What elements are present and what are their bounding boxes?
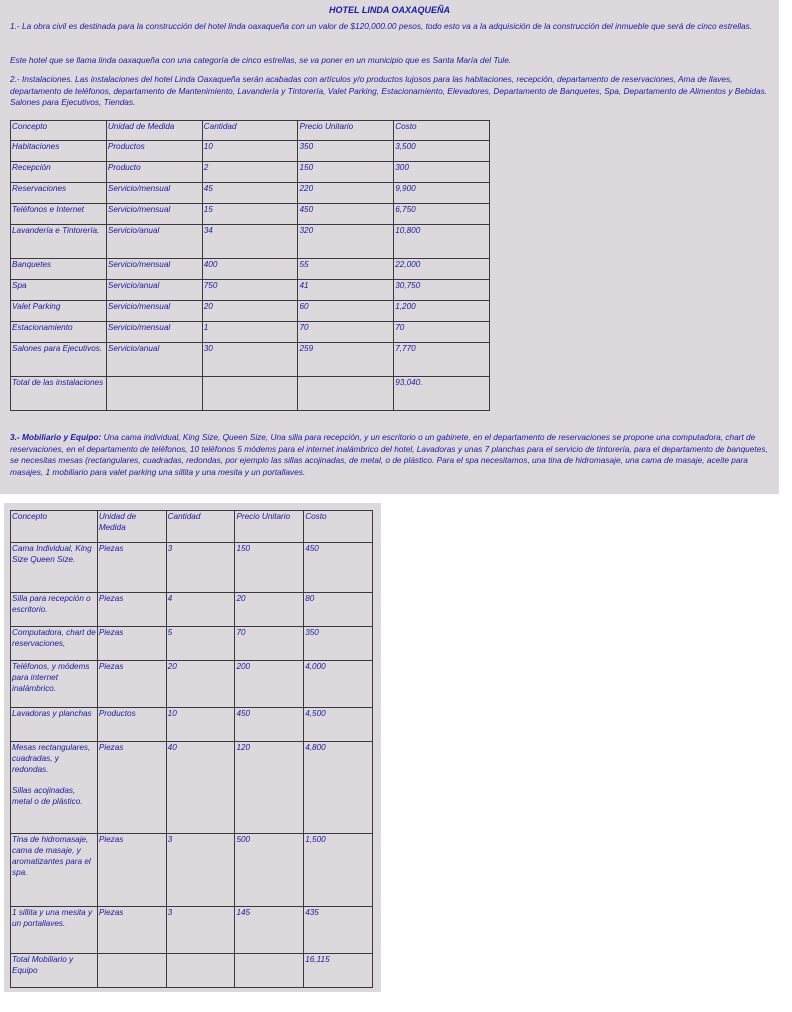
paragraph-categoria: Este hotel que se llama linda oaxaqueña con una categoría de cinco estrellas, se va poner en un municipio que es Santa María del Tule. xyxy=(10,55,512,65)
table-cell: 1 sillita y una mesita y un portallaves. xyxy=(11,907,98,954)
table-cell: Tina de hidromasaje, cama de masaje, y aromatizantes para el spa. xyxy=(11,834,98,907)
table-cell: Salones para Ejecutivos. xyxy=(11,343,107,377)
table-cell: 20 xyxy=(166,661,235,708)
table-cell: 5 xyxy=(166,627,235,661)
table-cell: 259 xyxy=(298,343,394,377)
table-row xyxy=(11,280,490,301)
table-cell: 30 xyxy=(202,343,298,377)
table-cell: 320 xyxy=(298,225,394,259)
table-cell: 3 xyxy=(166,543,235,593)
paragraph-instalaciones: 2.- Instalaciones. Las instalaciones del hotel Linda Oaxaqueña serán acabadas con artículos y/o productos lujosos para las habitaciones, recepción, departamento de reservaciones, Ama de llaves, departamento de teléfonos, departamento de Mantenimiento, Lavandería y Tintorería, Valet Parking, Estacionamiento, Elevadores, Departamento de Banquetes, Spa, Departamento de Alimentos y Bebidas. Salones para Ejecutivos, Tiendas. xyxy=(10,74,768,107)
table-cell: 15 xyxy=(202,204,298,225)
table-row xyxy=(11,322,490,343)
table-cell xyxy=(298,377,394,411)
table-cell: 500 xyxy=(235,834,304,907)
table-cell: Lavadoras y planchas xyxy=(11,708,98,742)
table-cell: 20 xyxy=(202,301,298,322)
table-cell: Servicio/anual xyxy=(106,343,202,377)
table-cell: Servicio/anual xyxy=(106,225,202,259)
table-cell: 1,200 xyxy=(394,301,490,322)
table-cell: 45 xyxy=(202,183,298,204)
table-total-row xyxy=(11,377,490,411)
table-cell: Estacionamiento xyxy=(11,322,107,343)
table-cell: Silla para recepción o escritorio. xyxy=(11,593,98,627)
table-cell: Computadora, chart de reservaciones, xyxy=(11,627,98,661)
table-cell: Piezas xyxy=(97,543,166,593)
table-row xyxy=(11,742,373,834)
table-cell: 1 xyxy=(202,322,298,343)
table-cell: Spa xyxy=(11,280,107,301)
table-cell: Servicio/mensual xyxy=(106,204,202,225)
table-row xyxy=(11,225,490,259)
table-row xyxy=(11,204,490,225)
table-cell: Banquetes xyxy=(11,259,107,280)
instalaciones-table xyxy=(10,120,490,411)
cell-subtext: Sillas acojinadas, metal o de plástico. xyxy=(12,786,83,806)
paragraph-mobiliario xyxy=(10,432,772,478)
table-cell xyxy=(97,954,166,988)
table-row xyxy=(11,343,490,377)
table-cell: Servicio/mensual xyxy=(106,259,202,280)
table-cell: 750 xyxy=(202,280,298,301)
table-cell: 10 xyxy=(202,141,298,162)
table-cell: 3 xyxy=(166,834,235,907)
table-cell: Productos xyxy=(106,141,202,162)
table-row xyxy=(11,259,490,280)
table-cell xyxy=(166,954,235,988)
table-cell: Reservaciones xyxy=(11,183,107,204)
table-cell: 145 xyxy=(235,907,304,954)
table-cell: 4,500 xyxy=(304,708,373,742)
table-cell xyxy=(106,377,202,411)
table-cell: Total Mobiliario y Equipo xyxy=(11,954,98,988)
paragraph-mobiliario-body: Una cama individual, King Size, Queen Size, Una silla para recepción, y un escritorio o un gabinete, en el departamento de reservaciones se propone una computadora, chart de reservaciones, en el departamento de teléfonos, 10 teléfonos 5 módems para el internet inalámbrico del hotel, Lavadoras y unas 7 planchas para el servicio de tintorería, para el departamento de banquetes, se necesitas mesas (rectangulares, cuadradas, redondas, por ejemplo las sillas acojinadas, de metal, o de plástico. Para el spa necesitamos, una tina de hidromasaje, una cama de masaje, aceite para masajes, 1 mobiliario para valet parking una sillita y una mesita y un portallaves. xyxy=(10,432,768,477)
header-cell: Unidad de Medida xyxy=(97,511,166,543)
table-cell: Servicio/anual xyxy=(106,280,202,301)
table-row xyxy=(11,834,373,907)
table-header-row xyxy=(11,121,490,141)
table-row xyxy=(11,141,490,162)
header-cell: Concepto xyxy=(11,511,98,543)
table-row xyxy=(11,162,490,183)
table-cell: Piezas xyxy=(97,742,166,834)
table-cell: 400 xyxy=(202,259,298,280)
table-cell: Lavandería e Tintorería. xyxy=(11,225,107,259)
table-cell: 93,040. xyxy=(394,377,490,411)
paragraph-mobiliario-heading: 3.- Mobiliario y Equipo: xyxy=(10,432,102,442)
table-cell: 60 xyxy=(298,301,394,322)
table-cell: Servicio/mensual xyxy=(106,322,202,343)
table-header-row xyxy=(11,511,373,543)
table-cell xyxy=(202,377,298,411)
table-cell: 300 xyxy=(394,162,490,183)
table-cell: Valet Parking xyxy=(11,301,107,322)
table-cell: 55 xyxy=(298,259,394,280)
table-row xyxy=(11,661,373,708)
table-cell xyxy=(11,742,98,834)
cell-text: Mesas rectangulares, cuadradas, y redondas. xyxy=(12,743,91,774)
mobiliario-table xyxy=(10,510,373,988)
table-cell: 220 xyxy=(298,183,394,204)
table-cell: 450 xyxy=(298,204,394,225)
table-cell: Piezas xyxy=(97,834,166,907)
table-row xyxy=(11,543,373,593)
table-row xyxy=(11,593,373,627)
paragraph-obra-civil: 1.- La obra civil es destinada para la construcción del hotel linda oaxaqueña con un valor de $120,000.00 pesos, todo esto va a la adquisición de la construcción del inmueble que será de cinco estrellas. xyxy=(10,21,753,31)
table-cell: 4,000 xyxy=(304,661,373,708)
table-cell: Piezas xyxy=(97,593,166,627)
table-cell: 9,900 xyxy=(394,183,490,204)
table-cell: 70 xyxy=(298,322,394,343)
table-cell: 2 xyxy=(202,162,298,183)
table-cell: 10,800 xyxy=(394,225,490,259)
header-cell: Cantidad xyxy=(202,121,298,141)
header-cell: Unidad de Medida xyxy=(106,121,202,141)
table-cell: 200 xyxy=(235,661,304,708)
table-cell xyxy=(235,954,304,988)
table-cell: 450 xyxy=(304,543,373,593)
table-cell: 70 xyxy=(235,627,304,661)
table-cell: Habitaciones xyxy=(11,141,107,162)
table-cell: 1,500 xyxy=(304,834,373,907)
table-row xyxy=(11,301,490,322)
header-cell: Costo xyxy=(304,511,373,543)
table-cell: Servicio/mensual xyxy=(106,183,202,204)
table-row xyxy=(11,907,373,954)
table-cell: 16,115 xyxy=(304,954,373,988)
table-cell: 40 xyxy=(166,742,235,834)
table-cell: 120 xyxy=(235,742,304,834)
page-title: HOTEL LINDA OAXAQUEÑA xyxy=(328,5,450,15)
table-cell: 34 xyxy=(202,225,298,259)
table-row xyxy=(11,183,490,204)
table-cell: Piezas xyxy=(97,661,166,708)
table-cell: Piezas xyxy=(97,627,166,661)
table-cell: 350 xyxy=(304,627,373,661)
table-cell: Teléfonos, y módems para internet inalámbrico. xyxy=(11,661,98,708)
table-cell: 30,750 xyxy=(394,280,490,301)
table-total-row xyxy=(11,954,373,988)
table-cell: 70 xyxy=(394,322,490,343)
table-cell: 22,000 xyxy=(394,259,490,280)
table-cell: 20 xyxy=(235,593,304,627)
table-cell: 3 xyxy=(166,907,235,954)
table-cell: Piezas xyxy=(97,907,166,954)
table-row xyxy=(11,708,373,742)
table-cell: 435 xyxy=(304,907,373,954)
table-cell: 450 xyxy=(235,708,304,742)
header-cell: Precio Unitario xyxy=(235,511,304,543)
header-cell: Concepto xyxy=(11,121,107,141)
table-cell: 80 xyxy=(304,593,373,627)
table-cell: 150 xyxy=(298,162,394,183)
table-cell: Total de las instalaciones xyxy=(11,377,107,411)
table-cell: 10 xyxy=(166,708,235,742)
table-cell: Servicio/mensual xyxy=(106,301,202,322)
table-cell: Teléfonos e Internet xyxy=(11,204,107,225)
table-cell: 3,500 xyxy=(394,141,490,162)
table-cell: Recepción xyxy=(11,162,107,183)
table-cell: 6,750 xyxy=(394,204,490,225)
header-cell: Cantidad xyxy=(166,511,235,543)
table-cell: Productos xyxy=(97,708,166,742)
table-cell: 150 xyxy=(235,543,304,593)
table-cell: 7,770 xyxy=(394,343,490,377)
header-cell: Precio Unitario xyxy=(298,121,394,141)
table-cell: 350 xyxy=(298,141,394,162)
table-row xyxy=(11,627,373,661)
table-cell: Producto xyxy=(106,162,202,183)
table-cell: 4,800 xyxy=(304,742,373,834)
header-cell: Costo xyxy=(394,121,490,141)
table-cell: Cama Individual, King Size Queen Size. xyxy=(11,543,98,593)
table-cell: 4 xyxy=(166,593,235,627)
table-cell: 41 xyxy=(298,280,394,301)
